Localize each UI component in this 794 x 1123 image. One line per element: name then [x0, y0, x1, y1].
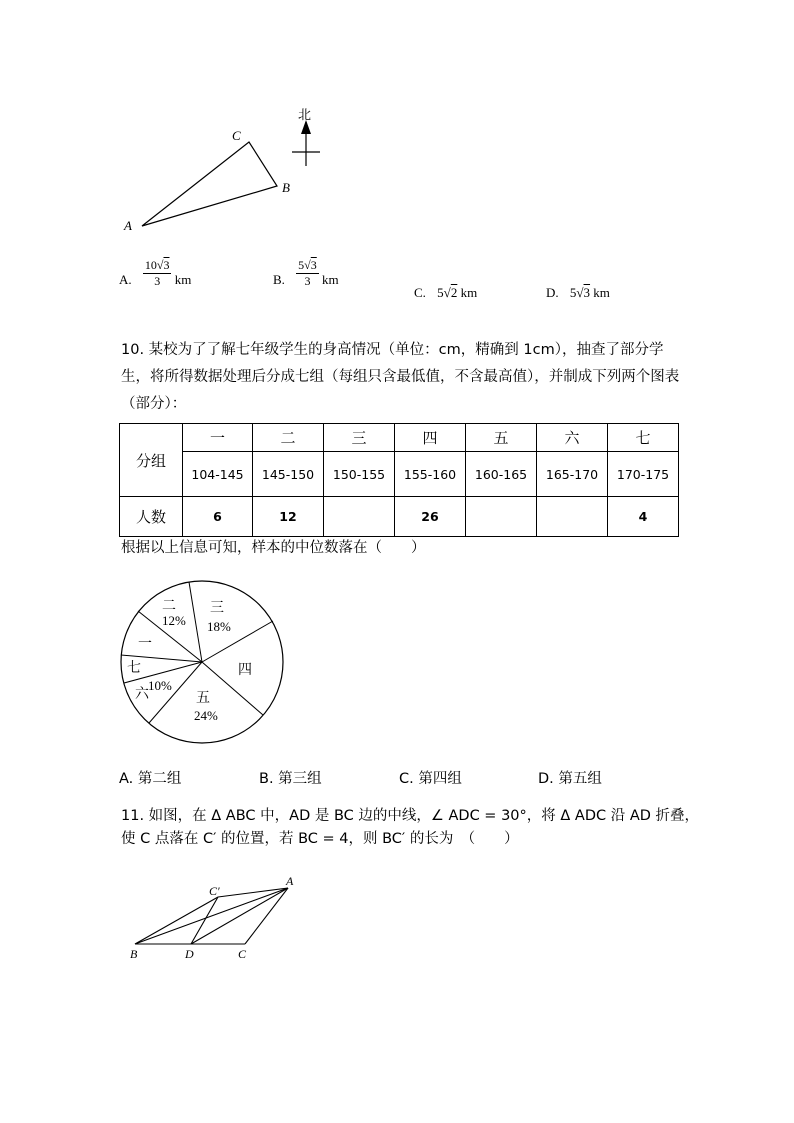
q10-question: 根据以上信息可知，样本的中位数落在（ ） [121, 540, 426, 556]
row-label-group: 分组 [120, 424, 183, 497]
range-cell: 165-170 [537, 452, 608, 497]
group-header: 五 [466, 424, 537, 452]
range-cell: 104-145 [183, 452, 253, 497]
count-cell: 6 [183, 497, 253, 537]
group-header: 二 [253, 424, 324, 452]
q11-line1: 11. 如图，在 Δ ABC 中，AD 是 BC 边的中线，∠ ADC = 30°，将 Δ ADC 沿 AD 折叠， [121, 808, 700, 824]
pie-chart [118, 578, 288, 748]
row-label-count: 人数 [120, 497, 183, 537]
fold-figure [120, 870, 310, 965]
q10-option-b: B. 第三组 [259, 771, 322, 787]
q10-option-d: D. 第五组 [538, 771, 602, 787]
q9-option-d: D. 5√3 km [546, 285, 610, 300]
point-label-a: A [286, 874, 294, 888]
group-header: 一 [183, 424, 253, 452]
q10-text: 10. 某校为了了解七年级学生的身高情况（单位：cm，精确到 1cm），抽查了部分学生，将所得数据处理后分成七组（每组只含最低值，不含最高值），并制成下列两个图表（部分）： [121, 342, 680, 412]
range-cell: 160-165 [466, 452, 537, 497]
point-label-c-prime: C′ [209, 884, 220, 898]
group-header: 六 [537, 424, 608, 452]
pie-pct-label: 24% [194, 708, 218, 723]
pie-pct-label: 12% [162, 613, 186, 628]
q10-option-a: A. 第二组 [119, 771, 182, 787]
q10-option-c: C. 第四组 [399, 771, 462, 787]
point-label-b: B [130, 947, 138, 961]
pie-label: 一 [138, 637, 152, 652]
q11-line2: 使 C 点落在 C′ 的位置，若 BC = 4，则 BC′ 的长为 （ ） [121, 831, 519, 847]
group-header: 三 [324, 424, 395, 452]
pie-label: 二 [162, 599, 176, 614]
count-cell: 12 [253, 497, 324, 537]
pie-label: 七 [127, 661, 141, 676]
q9-option-a: A. $\frac{10√3}{3}$ km [119, 257, 192, 288]
north-arrow-icon [292, 120, 320, 166]
group-header: 七 [608, 424, 679, 452]
height-table [119, 423, 679, 537]
q9-option-c: C. 5√2 km [414, 285, 478, 300]
point-label-d: D [185, 947, 194, 961]
point-label-c: C [238, 947, 247, 961]
pie-label: 五 [196, 691, 210, 706]
group-header: 四 [395, 424, 466, 452]
count-cell [537, 497, 608, 537]
count-cell: 4 [608, 497, 679, 537]
count-cell [466, 497, 537, 537]
pie-label: 六 [135, 687, 149, 702]
range-cell: 170-175 [608, 452, 679, 497]
point-label-a: A [124, 218, 132, 233]
point-label-b: B [282, 180, 290, 195]
q9-option-b: B. $\frac{5√3}{3}$ km [273, 257, 339, 288]
north-label: 北 [298, 107, 312, 122]
pie-pct-label: 10% [148, 678, 172, 693]
range-cell: 145-150 [253, 452, 324, 497]
count-cell [324, 497, 395, 537]
pie-pct-label: 18% [207, 619, 231, 634]
fraction: $\frac{5√3}{3}$ [298, 257, 317, 288]
pie-label: 三 [210, 601, 224, 616]
triangle-abc [142, 142, 277, 226]
point-label-c: C [232, 128, 241, 143]
count-cell: 26 [395, 497, 466, 537]
range-cell: 155-160 [395, 452, 466, 497]
range-cell: 150-155 [324, 452, 395, 497]
pie-label: 四 [238, 663, 252, 678]
fraction: $\frac{10√3}{3}$ [144, 257, 170, 288]
triangle-abc-figure [110, 100, 350, 240]
